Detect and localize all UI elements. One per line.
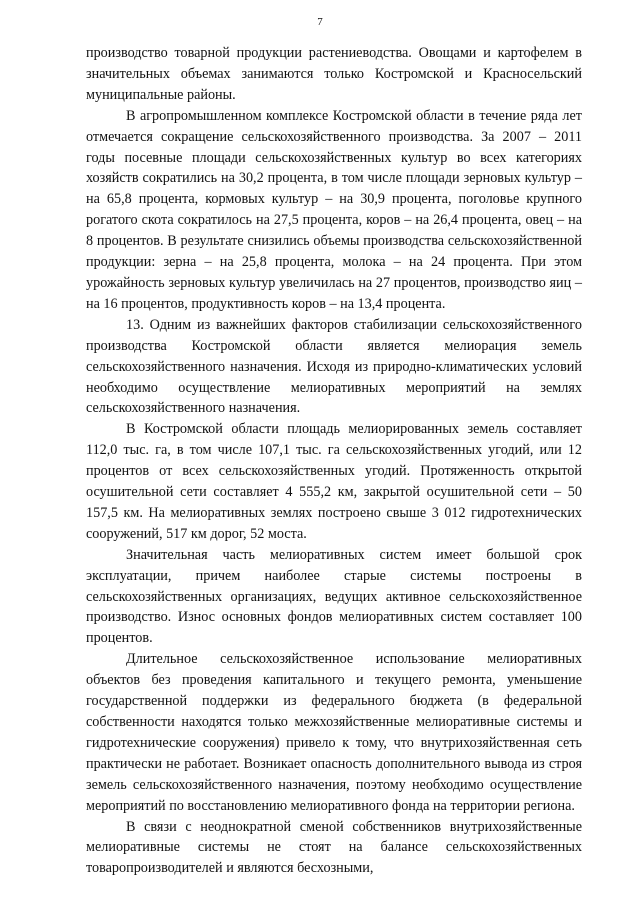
page-number: 7 <box>317 16 323 28</box>
paragraph-agro-decline: В агропромышленном комплексе Костромской области в течение ряда лет отмечается сокращение сельскохозяйственного производства. За 2007 – 2011 годы посевные площади сельскохозяйственных культур во всех категориях хозяйств сократились на 30,2 процента, в том числе площади зерновых культур – на 65,8 процента, кормовых культур – на 30,9 процента, поголовье крупного рогатого скота сократилось на 27,5 процента, коров – на 26,4 процента, овец – на 8 процентов. В результате снизились объемы производства сельскохозяйственной продукции: зерна – на 25,8 процента, молока – на 24 процента. При этом урожайность зерновых культур увеличилась на 27 процентов, производство яиц – на 16 процентов, продуктивность коров – на 13,4 процента. <box>86 107 582 312</box>
document-body <box>86 43 582 879</box>
paragraph-ownership-change: В связи с неоднократной сменой собственников внутрихозяйственные мелиоративные системы не стоят на балансе сельскохозяйственных товаропроизводителей и являются бесхозными, <box>86 818 582 877</box>
paragraph-system-wear: Значительная часть мелиоративных систем имеет большой срок эксплуатации, причем наиболее старые системы построены в сельскохозяйственных организациях, ведущих активное сельскохозяйственное производство. Износ основных фондов мелиоративных систем составляет 100 процентов. <box>86 546 582 647</box>
paragraph-meliorated-land-area: В Костромской области площадь мелиорированных земель составляет 112,0 тыс. га, в том числе 107,1 тыс. га сельскохозяйственных угодий, или 12 процентов от всех сельскохозяйственных угодий. Протяженность открытой осушительной сети составляет 4 555,2 км, закрытой осушительной сети – 50 157,5 км. На мелиоративных землях построено свыше 3 012 гидротехнических сооружений, 517 км дорог, 52 моста. <box>86 421 582 542</box>
paragraph-long-term-use: Длительное сельскохозяйственное использование мелиоративных объектов без проведения капитального и текущего ремонта, уменьшение государственной поддержки из федерального бюджета (в федеральной собственности находятся только межхозяйственные мелиоративные системы и гидротехнические сооружения) привело к тому, что внутрихозяйственная сеть практически не работает. Возникает опасность дополнительного вывода из строя земель сельскохозяйственного назначения, поэтому необходимо осуществление мероприятий по восстановлению мелиоративного фонда на территории региона. <box>86 651 582 814</box>
paragraph-crop-production: производство товарной продукции растениеводства. Овощами и картофелем в значительных объемах занимаются только Костромской и Красносельский муниципальные районы. <box>86 45 582 103</box>
paragraph-section-13-melioration: 13. Одним из важнейших факторов стабилизации сельскохозяйственного производства Костромской области является мелиорация земель сельскохозяйственного назначения. Исходя из природно-климатических условий необходимо осуществление мелиоративных мероприятий на землях сельскохозяйственного назначения. <box>86 316 582 417</box>
